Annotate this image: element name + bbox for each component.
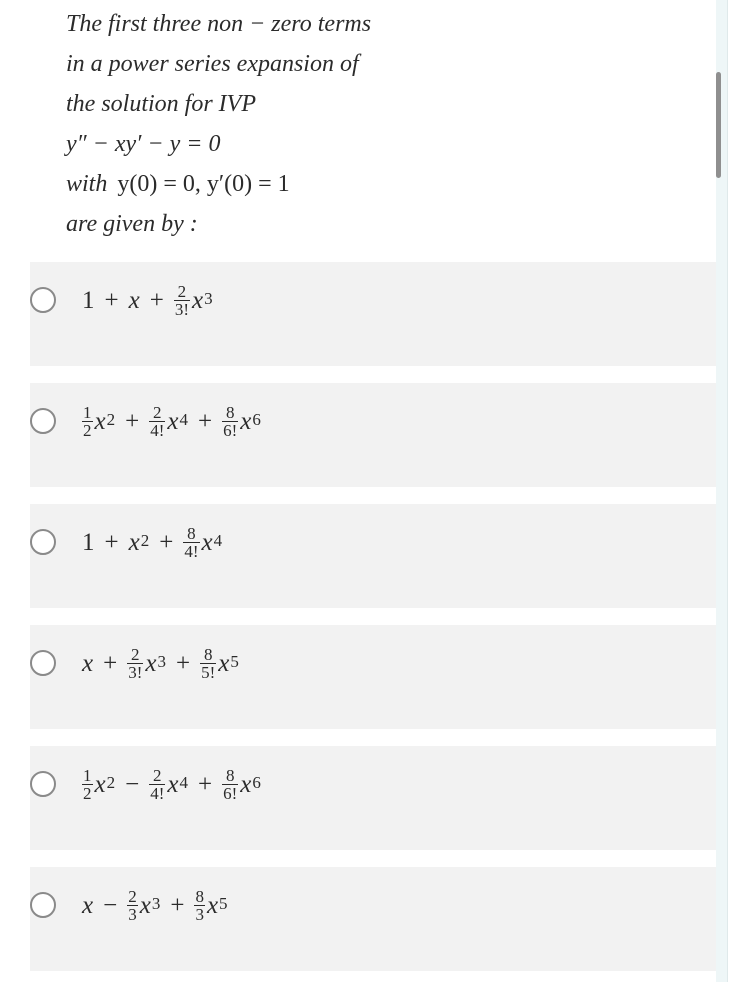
- fraction-numerator: 1: [83, 765, 92, 785]
- fraction-numerator: 8: [225, 402, 235, 422]
- operator: +: [198, 771, 213, 798]
- fraction-denominator: 3!: [128, 662, 143, 682]
- term-text: x: [82, 892, 94, 919]
- fraction-coefficient: [222, 767, 238, 802]
- radio-button[interactable]: [30, 287, 56, 313]
- term-exponent: 5: [219, 894, 228, 913]
- fraction-coefficient: [149, 767, 165, 802]
- operator: +: [104, 287, 119, 314]
- fraction-numerator: 2: [131, 644, 140, 664]
- term-variable: x: [139, 892, 151, 919]
- term-variable: x: [206, 892, 219, 919]
- fraction-numerator: 8: [195, 886, 204, 906]
- fraction-numerator: 8: [225, 765, 235, 785]
- answer-expression: [82, 881, 228, 931]
- fraction-numerator: 2: [153, 402, 162, 422]
- operator: +: [125, 408, 140, 435]
- fraction-denominator: 3!: [174, 299, 189, 319]
- term-text: x: [128, 287, 140, 314]
- fraction-coefficient: [149, 404, 165, 439]
- fraction-denominator: 3: [128, 904, 137, 924]
- operator: +: [170, 892, 185, 919]
- term-exponent: 6: [252, 410, 261, 429]
- operator: +: [198, 408, 213, 435]
- fraction-numerator: 1: [83, 402, 92, 422]
- term-variable: x: [167, 408, 179, 435]
- question-line-1: The first three non − zero terms: [66, 11, 372, 37]
- fraction-numerator: 2: [128, 886, 137, 906]
- term-exponent: 2: [106, 410, 116, 429]
- answer-expression: [82, 760, 261, 810]
- question-initial-conditions: [66, 164, 666, 204]
- page-edge-divider: [727, 0, 728, 982]
- radio-button[interactable]: [30, 408, 56, 434]
- question-line-6: are given by :: [66, 211, 198, 237]
- term-variable: x: [192, 287, 204, 314]
- fraction-denominator: 4!: [150, 783, 165, 803]
- fraction-coefficient: [82, 767, 93, 802]
- term-variable: x: [145, 650, 157, 677]
- answer-expression: [82, 276, 213, 326]
- operator: +: [176, 650, 191, 677]
- operator: +: [159, 529, 174, 556]
- fraction-numerator: 8: [203, 644, 213, 664]
- fraction-denominator: 6!: [223, 420, 238, 440]
- fraction-denominator: 5!: [201, 662, 216, 682]
- answer-expression: [82, 639, 239, 689]
- fraction-denominator: 2: [83, 420, 92, 440]
- term-exponent: 2: [106, 773, 116, 792]
- question-line-3: the solution for IVP: [66, 91, 256, 117]
- question-equation: y″ − xy′ − y = 0: [66, 131, 221, 157]
- term-exponent: 5: [230, 652, 239, 671]
- radio-button[interactable]: [30, 892, 56, 918]
- answer-option-5[interactable]: [30, 746, 716, 850]
- question-text: [66, 4, 666, 244]
- fraction-denominator: 2: [83, 783, 92, 803]
- term-variable: x: [128, 529, 140, 556]
- answer-option-1[interactable]: [30, 262, 716, 366]
- term-exponent: 4: [179, 773, 188, 792]
- fraction-denominator: 6!: [223, 783, 238, 803]
- term-exponent: 4: [213, 531, 223, 550]
- term-variable: x: [94, 408, 106, 435]
- fraction-coefficient: [174, 283, 190, 318]
- answer-expression: [82, 518, 222, 568]
- fraction-coefficient: [127, 888, 138, 923]
- term-variable: x: [167, 771, 179, 798]
- operator: +: [103, 650, 118, 677]
- term-variable: x: [218, 650, 230, 677]
- fraction-coefficient: [194, 888, 205, 923]
- answer-option-2[interactable]: [30, 383, 716, 487]
- fraction-coefficient: [222, 404, 238, 439]
- radio-button[interactable]: [30, 650, 56, 676]
- fraction-coefficient: [200, 646, 216, 681]
- term-variable: x: [94, 771, 106, 798]
- fraction-denominator: 4!: [184, 541, 199, 561]
- scrollbar-thumb[interactable]: [716, 72, 721, 178]
- fraction-coefficient: [183, 525, 199, 560]
- term-exponent: 6: [252, 773, 261, 792]
- answer-option-6[interactable]: [30, 867, 716, 971]
- term-exponent: 4: [179, 410, 188, 429]
- fraction-numerator: 2: [177, 281, 187, 301]
- fraction-coefficient: [127, 646, 143, 681]
- question-ic-expression: y(0) = 0, y′(0) = 1: [117, 171, 290, 197]
- term-exponent: 3: [157, 652, 166, 671]
- operator: −: [125, 771, 140, 798]
- term-exponent: 3: [151, 894, 161, 913]
- answer-option-4[interactable]: [30, 625, 716, 729]
- term-variable: x: [240, 771, 252, 798]
- term-exponent: 3: [204, 289, 213, 308]
- term-text: 1: [82, 529, 95, 556]
- operator: +: [104, 529, 119, 556]
- term-text: x: [82, 650, 94, 677]
- fraction-denominator: 3: [195, 904, 204, 924]
- answer-option-3[interactable]: [30, 504, 716, 608]
- operator: +: [149, 287, 164, 314]
- question-with-word: with: [66, 171, 108, 197]
- term-variable: x: [240, 408, 252, 435]
- fraction-numerator: 2: [153, 765, 162, 785]
- fraction-numerator: 8: [187, 523, 196, 543]
- question-line-2: in a power series expansion of: [66, 51, 359, 77]
- radio-button[interactable]: [30, 529, 56, 555]
- term-variable: x: [201, 529, 213, 556]
- fraction-coefficient: [82, 404, 93, 439]
- term-text: 1: [82, 287, 95, 314]
- term-exponent: 2: [140, 531, 150, 550]
- operator: −: [103, 892, 118, 919]
- radio-button[interactable]: [30, 771, 56, 797]
- fraction-denominator: 4!: [150, 420, 165, 440]
- answer-expression: [82, 397, 261, 447]
